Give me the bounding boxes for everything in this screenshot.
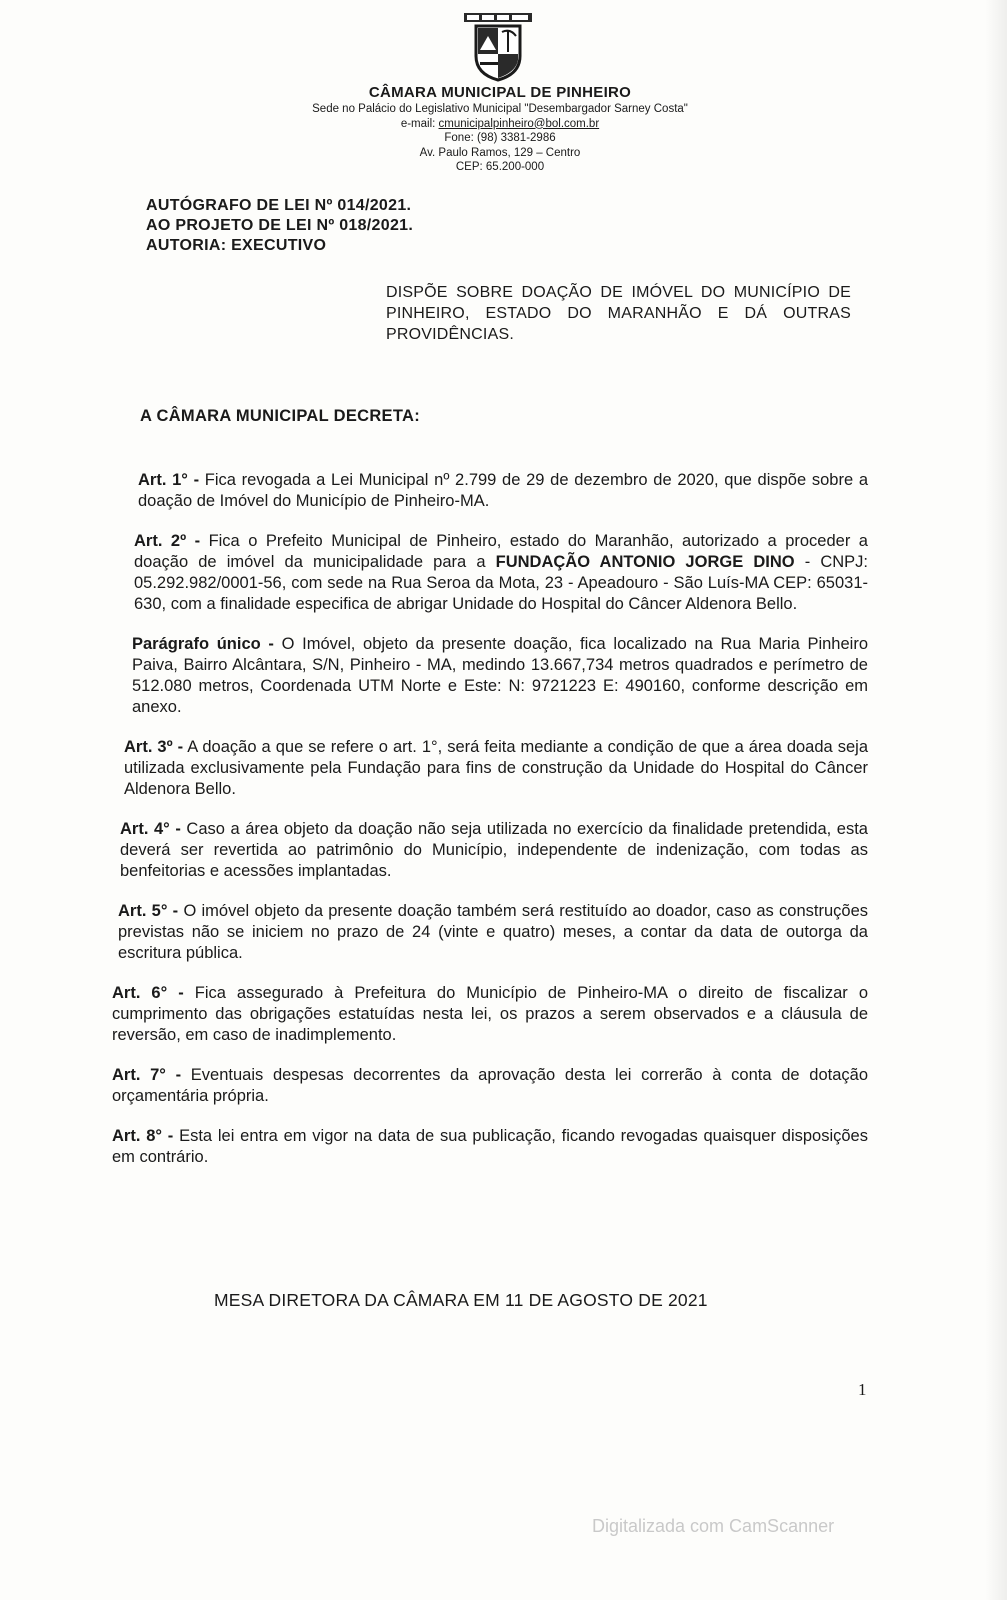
paragraph-label: Parágrafo único - (132, 635, 274, 653)
article-text: Esta lei entra em vigor na data de sua publicação, ficando revogadas quaisquer disposições em contrário. (112, 1127, 868, 1166)
address-line: Av. Paulo Ramos, 129 – Centro (419, 146, 581, 159)
decree-heading: A CÂMARA MUNICIPAL DECRETA: (140, 407, 421, 425)
article-label: Art. 6° - (112, 984, 184, 1002)
email-address: cmunicipalpinheiro@bol.com.br (438, 117, 600, 130)
bill-identification (146, 196, 413, 256)
email-line (240, 117, 760, 132)
seat-line: Sede no Palácio do Legislativo Municipal "Desembargador Sarney Costa" (312, 103, 688, 115)
beneficiary-name: FUNDAÇÃO ANTONIO JORGE DINO (495, 553, 795, 571)
page-number: 1 (858, 1380, 867, 1399)
article-label: Art. 5° - (118, 902, 179, 920)
article-text: - CNPJ: 05.292.982/0001-56, com sede na Rua Seroa da Mota, 23 - Apeadouro - São Luís-MA CEP: 65031-630, com a finalidade especifica de abrigar Unidade do Hospital do Câncer Aldenora Bello. (134, 553, 868, 613)
authorship: AUTORIA: EXECUTIVO (146, 237, 327, 254)
coat-of-arms-icon (458, 10, 538, 82)
articles-body (112, 470, 868, 1187)
article-label: Art. 3º - (124, 738, 184, 756)
article-1 (138, 470, 868, 512)
article-4 (120, 819, 868, 882)
org-name: CÂMARA MUNICIPAL DE PINHEIRO (368, 84, 632, 101)
autografo-number: AUTÓGRAFO DE LEI Nº 014/2021. (146, 197, 412, 214)
closing-statement: MESA DIRETORA DA CÂMARA EM 11 DE AGOSTO DE 2021 (214, 1290, 708, 1310)
letterhead (240, 84, 760, 175)
paragraph-unique (132, 634, 868, 718)
article-8 (112, 1126, 868, 1168)
article-text: Fica revogada a Lei Municipal nº 2.799 de 29 de dezembro de 2020, que dispõe sobre a doação de Imóvel do Município de Pinheiro-MA. (138, 471, 868, 510)
article-5 (118, 901, 868, 964)
article-label: Art. 8° - (112, 1127, 174, 1145)
article-text: Fica assegurado à Prefeitura do Município de Pinheiro-MA o direito de fiscalizar o cumprimento das obrigações estatuídas nesta lei, os prazos a serem observados e a cláusula de reversão, em caso de inadimplemento. (112, 984, 868, 1044)
email-label: e-mail: (400, 117, 436, 130)
article-2 (134, 531, 868, 615)
article-3 (124, 737, 868, 800)
article-text: O imóvel objeto da presente doação também será restituído ao doador, caso as construções previstas não se iniciem no prazo de 24 (vinte e quatro) meses, a contar da data de outorga da escritura pública. (118, 902, 868, 962)
article-7 (112, 1065, 868, 1107)
cep-line: CEP: 65.200-000 (455, 161, 545, 173)
article-text: Eventuais despesas decorrentes da aprovação desta lei correrão à conta de dotação orçamentária própria. (112, 1066, 868, 1105)
paragraph-text: O Imóvel, objeto da presente doação, fica localizado na Rua Maria Pinheiro Paiva, Bairro Alcântara, S/N, Pinheiro - MA, medindo 13.667,734 metros quadrados e perímetro de 512.080 metros, Coordenada UTM Norte e Este: N: 9721223 E: 490160, conforme descrição em anexo. (132, 635, 868, 716)
article-6 (112, 983, 868, 1046)
article-text: Fica o Prefeito Municipal de Pinheiro, estado do Maranhão, autorizado a proceder a doação de imóvel da municipalidade para a (134, 532, 868, 571)
article-text: A doação a que se refere o art. 1°, será feita mediante a condição de que a área doada seja utilizada exclusivamente pela Fundação para fins de construção da Unidade do Hospital do Câncer Aldenora Bello. (124, 738, 868, 798)
page-edge-shadow (985, 0, 1007, 1600)
projeto-number: AO PROJETO DE LEI Nº 018/2021. (146, 217, 414, 234)
article-label: Art. 1° - (138, 471, 200, 489)
article-label: Art. 7° - (112, 1066, 182, 1084)
scanner-watermark: Digitalizada com CamScanner (592, 1516, 835, 1536)
article-label: Art. 4° - (120, 820, 181, 838)
article-text: Caso a área objeto da doação não seja utilizada no exercício da finalidade pretendida, esta deverá ser revertida ao patrimônio do Município, independente de indenização, com todas as benfeitorias e acessões implantadas. (120, 820, 868, 880)
phone-line: Fone: (98) 3381-2986 (444, 132, 556, 144)
ementa: DISPÕE SOBRE DOAÇÃO DE IMÓVEL DO MUNICÍPIO DE PINHEIRO, ESTADO DO MARANHÃO E DÁ OUTRAS PROVIDÊNCIAS. (386, 284, 851, 343)
article-label: Art. 2º - (134, 532, 201, 550)
